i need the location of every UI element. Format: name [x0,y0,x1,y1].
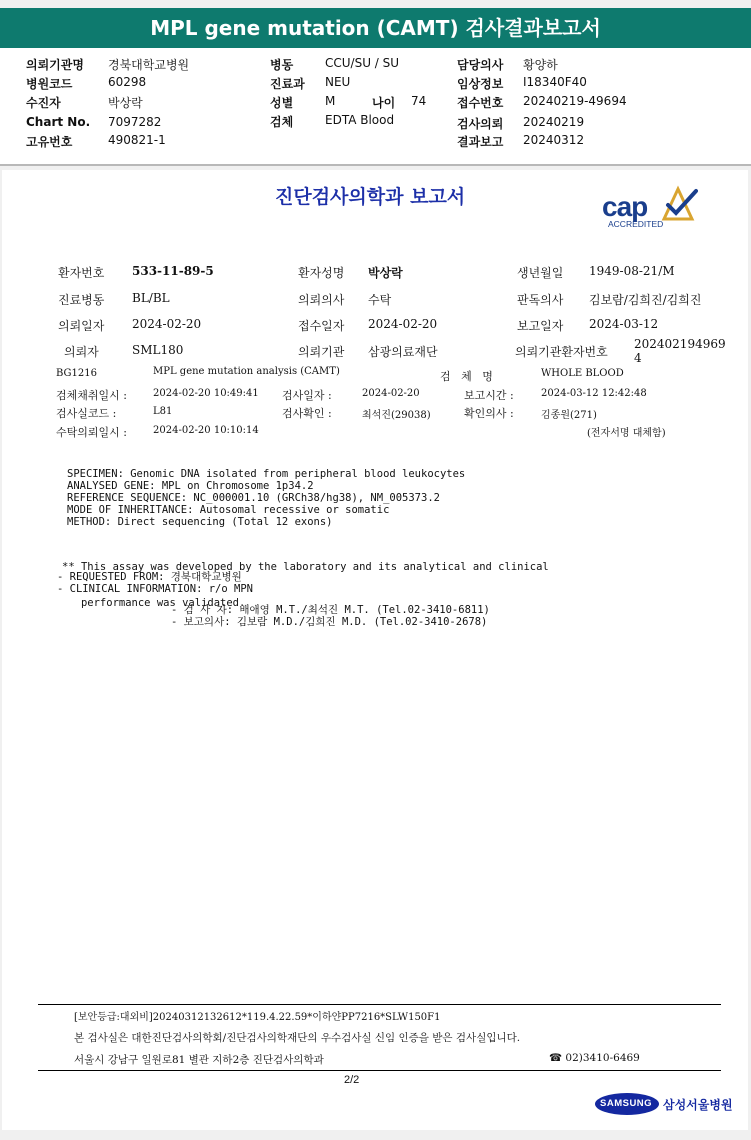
value-test-confirm: 최석진(29038) [362,410,431,421]
address-line: 서울시 강남구 일원로81 별관 지하2층 진단검사의학과 [74,1054,324,1066]
label-requesting-doctor: 의뢰의사 [298,293,345,307]
label-institution: 의뢰기관 [298,345,345,359]
value-report-date: 2024-03-12 [589,317,659,331]
report-heading: 진단검사의학과 보고서 [275,186,466,208]
esign-note: (전자서명 대체함) [587,428,666,439]
value-institution: 삼광의료재단 [368,345,438,359]
value-patient-no: 533-11-89-5 [132,264,214,278]
label-specimen-name: 검 체 명 [440,370,493,383]
label-inst-patient-no: 의뢰기관환자번호 [515,345,608,359]
value-result-report: 20240312 [523,133,585,147]
label-clinical-info: 임상정보 [457,77,504,91]
value-requesting-doctor: 수탁 [368,293,392,307]
label-dob: 생년월일 [517,266,564,280]
report-document [2,170,748,1130]
reporting-doctor-line: - 보고의사: 김보람 M.D./김희진 M.D. (Tel.02-3410-2678) [171,616,488,628]
value-requester: SML180 [132,343,184,357]
value-requesting-institution: 경북대학교병원 [108,58,190,72]
label-chart-no: Chart No. [26,115,91,129]
value-attending-doctor: 황양하 [523,58,558,72]
label-hospital-code: 병원코드 [26,77,73,91]
label-receipt-no: 접수번호 [457,96,504,110]
value-inst-patient-no-line2: 4 [634,351,642,365]
certification-line: 본 검사실은 대한진단검사의학회/진단검사의학재단의 우수검사실 신임 인증을 받은 검사실입니다. [74,1032,521,1044]
label-requesting-institution: 의뢰기관명 [26,58,84,72]
value-report-time: 2024-03-12 12:42:48 [541,388,647,399]
method-line: METHOD: Direct sequencing (Total 12 exons) [67,516,333,528]
value-order-time: 2024-02-20 10:10:14 [153,425,259,436]
label-test-request: 검사의뢰 [457,117,504,131]
label-receipt-date: 접수일자 [298,319,345,333]
value-ward: BL/BL [132,291,170,305]
tester-line: - 검 사 자: 배애영 M.T./최석진 M.T. (Tel.02-3410-6811) [171,604,490,616]
cap-logo-word: cap [602,191,648,222]
cap-accredited-text: ACCREDITED [608,219,664,229]
footer-divider-bottom [38,1070,721,1071]
request-info [57,571,253,595]
label-ward: 진료병동 [58,293,105,307]
value-clinical-info: I18340F40 [523,75,587,89]
value-dob: 1949-08-21/M [589,264,675,278]
cap-accredited-logo [600,185,700,235]
value-specimen-name: WHOLE BLOOD [541,368,624,379]
value-receipt-date: 2024-02-20 [368,317,438,331]
value-lab-code: L81 [153,406,173,417]
result-details [67,468,465,528]
label-age: 나이 [372,96,396,110]
note-line: ** This assay was developed by the laboratory and its analytical and clinical [62,561,549,573]
value-receipt-no: 20240219-49694 [523,94,627,108]
label-ward: 병동 [270,58,294,72]
label-requester: 의뢰자 [64,345,99,359]
value-chart-no: 7097282 [108,115,162,129]
label-patient-no: 환자번호 [58,266,105,280]
reference-sequence-line: REFERENCE SEQUENCE: NC_000001.10 (GRCh38/hg38), NM_005373.2 [67,492,440,504]
label-collection-time: 검체채취일시 : [56,389,127,402]
label-report-time: 보고시간 : [464,389,514,402]
label-reading-doctor: 판독의사 [517,293,564,307]
label-patient: 수진자 [26,96,61,110]
label-test-date: 검사일자 : [282,389,332,402]
label-specimen: 검체 [270,115,294,129]
label-patient-name: 환자성명 [298,266,345,280]
value-patient-name: 박상락 [368,266,403,280]
analysed-gene-line: ANALYSED GENE: MPL on Chromosome 1p34.2 [67,480,314,492]
value-specimen: EDTA Blood [325,113,395,127]
patient-header [0,48,751,166]
security-line: [보안등급:대외비]20240312132612*119.4.22.59*이하얀PP7216*SLW150F1 [74,1012,441,1023]
value-inst-patient-no-line1: 202402194969 [634,337,726,351]
requested-from-line: - REQUESTED FROM: 경북대학교병원 [57,571,242,583]
value-age: 74 [411,94,427,108]
value-verifying-doctor: 김종원(271) [541,410,597,421]
footer-divider-top [38,1004,721,1005]
label-lab-code: 검사실코드 : [56,407,117,420]
value-collection-time: 2024-02-20 10:49:41 [153,388,259,399]
value-reading-doctor: 김보람/김희진/김희진 [589,293,702,307]
label-department: 진료과 [270,77,305,91]
page-number: 2/2 [344,1074,360,1086]
page-title: MPL gene mutation (CAMT) 검사결과보고서 [150,16,601,40]
label-report-date: 보고일자 [517,319,564,333]
test-code: BG1216 [56,368,97,379]
hospital-name-logo: 삼성서울병원 [663,1098,733,1112]
value-sex: M [325,94,336,108]
value-test-date: 2024-02-20 [362,388,420,399]
label-result-report: 결과보고 [457,135,504,149]
value-unique-no: 490821-1 [108,133,166,147]
report-title-bar [0,8,751,48]
value-request-date: 2024-02-20 [132,317,202,331]
samsung-logo [595,1093,659,1115]
label-test-confirm: 검사확인 : [282,407,332,420]
staff-info [171,604,490,628]
note-line: performance was validated. [62,597,246,609]
samsung-logo-word: SAMSUNG [600,1098,653,1109]
label-sex: 성별 [270,96,294,110]
checkmark-icon [656,185,698,221]
label-order-time: 수탁의뢰일시 : [56,426,127,439]
value-test-request: 20240219 [523,115,585,129]
label-unique-no: 고유번호 [26,135,73,149]
inheritance-line: MODE OF INHERITANCE: Autosomal recessive or somatic [67,504,390,516]
specimen-line: SPECIMEN: Genomic DNA isolated from peripheral blood leukocytes [67,468,466,480]
label-attending-doctor: 담당의사 [457,58,504,72]
test-name: MPL gene mutation analysis (CAMT) [153,366,340,377]
value-ward: CCU/SU / SU [325,56,400,70]
phone-line: ☎ 02)3410-6469 [549,1052,640,1064]
clinical-info-line: - CLINICAL INFORMATION: r/o MPN [57,583,253,595]
value-department: NEU [325,75,351,89]
label-verifying-doctor: 확인의사 : [464,407,514,420]
value-hospital-code: 60298 [108,75,147,89]
label-request-date: 의뢰일자 [58,319,105,333]
value-patient: 박상락 [108,96,143,110]
